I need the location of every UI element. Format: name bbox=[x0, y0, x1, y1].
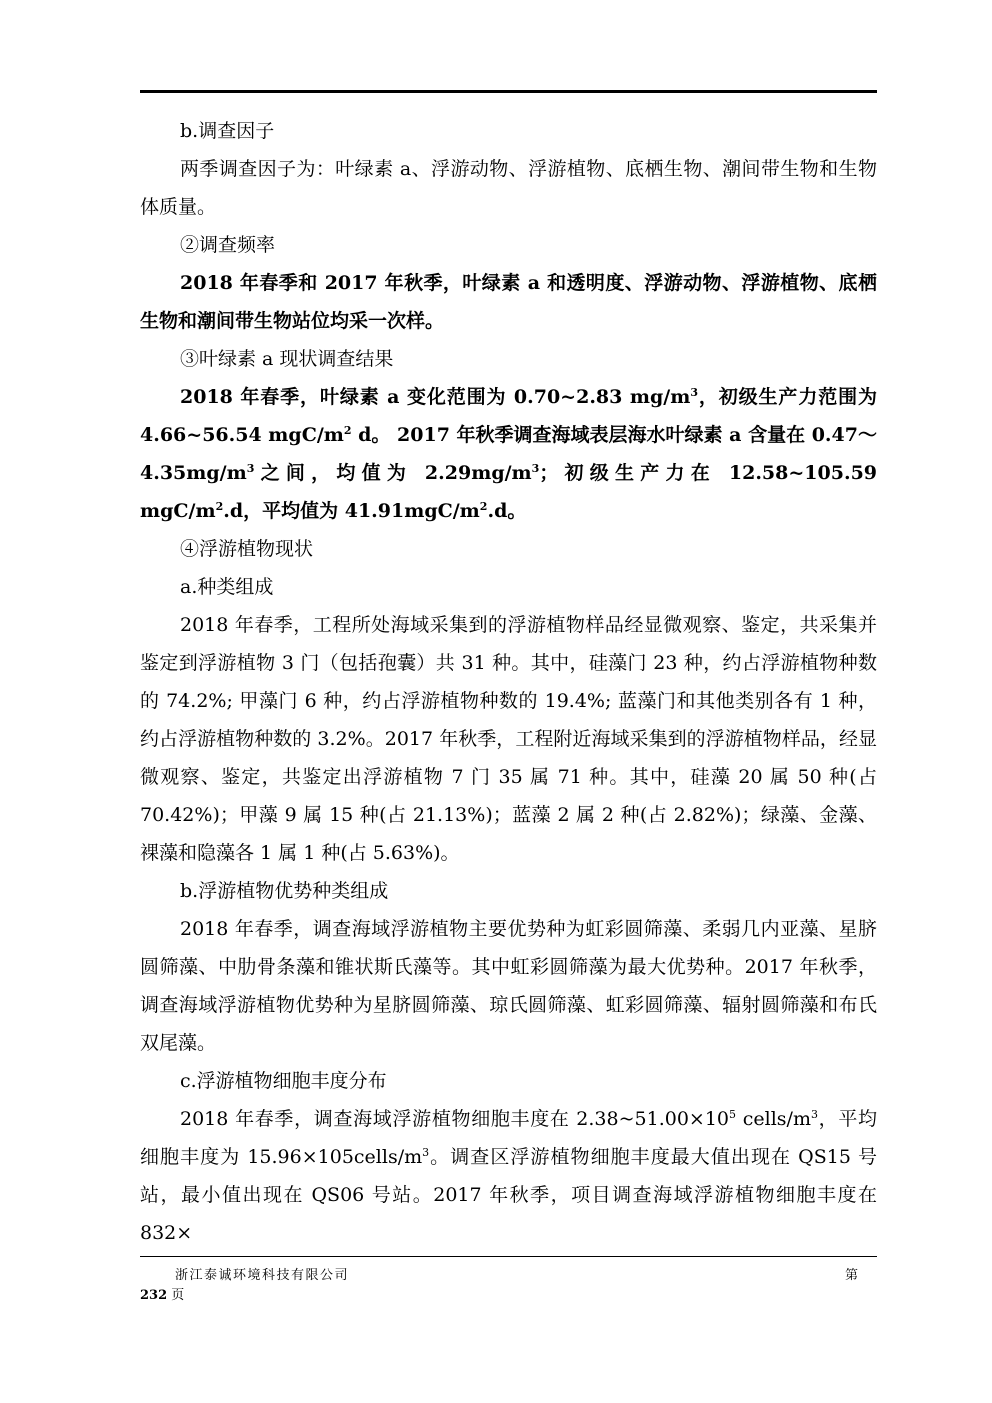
page-number-value: 232 bbox=[140, 1288, 168, 1303]
document-body bbox=[140, 112, 877, 1252]
subheading-chlorophyll-results: ③叶绿素 a 现状调查结果 bbox=[180, 348, 394, 370]
footer-page-number bbox=[140, 1284, 184, 1303]
footer-rule bbox=[140, 1256, 877, 1257]
header-rule bbox=[140, 90, 877, 93]
paragraph-dominant-species: 2018 年春季，调查海域浮游植物主要优势种为虹彩圆筛藻、柔弱几内亚藻、星脐圆筛藻、中肋骨条藻和锥状斯氏藻等。其中虹彩圆筛藻为最大优势种。2017 年秋季，调查海域浮游植物优势种为星脐圆筛藻、琼氏圆筛藻、虹彩圆筛藻、辐射圆筛藻和布氏双尾藻。 bbox=[140, 918, 877, 1054]
subheading-species-composition: a.种类组成 bbox=[180, 576, 274, 598]
paragraph-chlorophyll-results: 2018 年春季，叶绿素 a 变化范围为 0.70~2.83 $mg/m^3$，初级生产力范围为 4.66~56.54 mgC/$m^2$ d。 2017 年秋季调查海域表层海水叶绿素 a 含量在 $0.47\sim 4.35mg/m^3$之间，均值为 $2.29mg/m^3$；初级生产力在 12.58~105.59 mgC/$m^2.d$，平均值为 $41.91mgC/m^2.d$。 bbox=[140, 386, 878, 522]
paragraph-species-composition: 2018 年春季，工程所处海域采集到的浮游植物样品经显微观察、鉴定，共采集并鉴定到浮游植物 3 门（包括孢囊）共 31 种。其中，硅藻门 23 种，约占浮游植物种数的 74.2%; 甲藻门 6 种，约占浮游植物种数的 19.4%; 蓝藻门和其他类别各有 1 种，约占浮游植物种数的 3.2%。2017 年秋季，工程附近海域采集到的浮游植物样品，经显微观察、鉴定，共鉴定出浮游植物 7 门 35 属 71 种。其中，硅藻 20 属 50 种(占 70.42%)；甲藻 9 属 15 种(占 21.13%)；蓝藻 2 属 2 种(占 2.82%)；绿藻、金藻、裸藻和隐藻各 1 属 1 种(占 5.63%)。 bbox=[140, 614, 877, 864]
paragraph-survey-factors: 两季调查因子为：叶绿素 a、浮游动物、浮游植物、底栖生物、潮间带生物和生物体质量。 bbox=[140, 158, 877, 218]
subheading-dominant-species: b.浮游植物优势种类组成 bbox=[180, 880, 389, 902]
footer-page-label: 第 bbox=[845, 1268, 859, 1283]
subheading-survey-frequency: ②调查频率 bbox=[180, 234, 276, 256]
subheading-survey-factors: b.调查因子 bbox=[180, 120, 275, 142]
subheading-cell-abundance: c.浮游植物细胞丰度分布 bbox=[180, 1070, 387, 1092]
paragraph-cell-abundance: 2018 年春季，调查海域浮游植物细胞丰度在 $2.38\sim 51.00\times 10^5$ cells/$m^3$，平均细胞丰度为 $15.96\times 105cells/m^3$。调查区浮游植物细胞丰度最大值出现在 QS15 号站，最小值出现在 QS06 号站。2017 年秋季，项目调查海域浮游植物细胞丰度在 832× bbox=[140, 1108, 878, 1244]
footer-company-name: 浙江泰诚环境科技有限公司 bbox=[175, 1268, 350, 1283]
page-number-suffix: 页 bbox=[167, 1288, 185, 1303]
subheading-phytoplankton-status: ④浮游植物现状 bbox=[180, 538, 314, 560]
paragraph-survey-frequency: 2018 年春季和 2017 年秋季，叶绿素 a 和透明度、浮游动物、浮游植物、底栖生物和潮间带生物站位均采一次样。 bbox=[140, 272, 877, 332]
